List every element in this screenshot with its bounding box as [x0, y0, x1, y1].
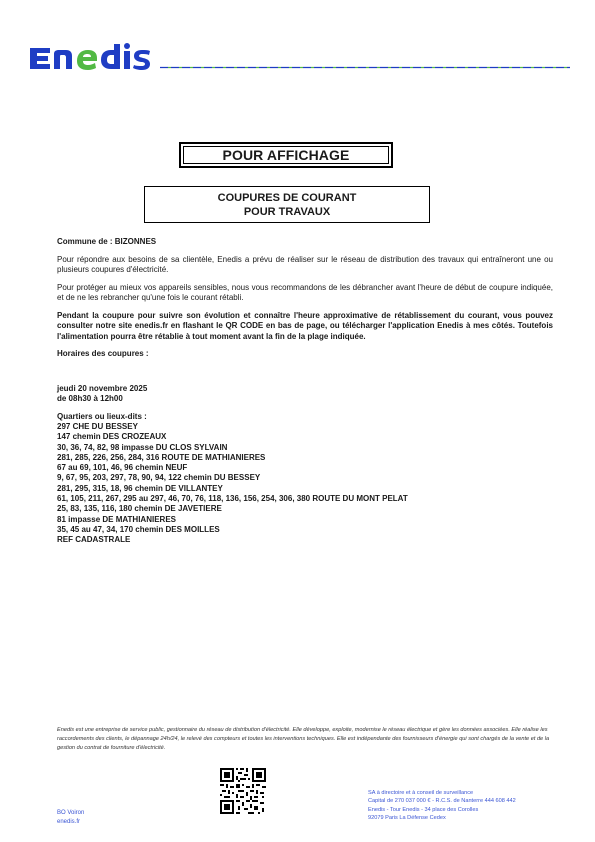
paragraph-3: Pendant la coupure pour suivre son évolution et connaître l'heure approximative de rétablissement du courant, vous pouvez consulter notre site enedis.fr en flashant le QR CODE en bas de page, ou télécharger l'application Enedis à mes côtés. Toutefois l'alimentation pourra être rétablie à tout moment avant la fin de la plage indiquée.	[57, 310, 553, 341]
horaires-label: Horaires des coupures :	[57, 349, 149, 358]
footer-right	[368, 789, 516, 822]
footer-capital: Capital de 270 037 000 € - R.C.S. de Nanterre 444 608 442	[368, 798, 516, 805]
coupure-hours: de 08h30 à 12h00	[57, 394, 123, 403]
list-item: 25, 83, 135, 116, 180 chemin DE JAVETIERE	[57, 504, 222, 514]
enedis-logo	[28, 40, 156, 74]
subtitle-line-1: COUPURES DE COURANT	[217, 191, 357, 204]
list-item: 281, 285, 226, 256, 284, 316 ROUTE DE MATHIANIERES	[57, 452, 266, 462]
list-item: REF CADASTRALE	[57, 535, 131, 545]
title-box	[179, 142, 393, 168]
footer-left	[57, 809, 84, 827]
quartiers-label: Quartiers ou lieux-dits :	[57, 411, 147, 421]
qr-code[interactable]	[220, 768, 266, 814]
list-item: 35, 45 au 47, 34, 170 chemin DES MOILLES	[57, 524, 220, 534]
subtitle-line-2: POUR TRAVAUX	[243, 205, 331, 218]
list-item: 297 CHE DU BESSEY	[57, 422, 138, 431]
header-rule	[160, 66, 570, 69]
list-item: 81 impasse DE MATHIANIERES	[57, 514, 176, 524]
footer-website-link[interactable]: enedis.fr	[57, 819, 81, 825]
footer-address-1: Enedis - Tour Enedis - 34 place des Corolles	[368, 806, 479, 813]
paragraph-2: Pour protéger au mieux vos appareils sensibles, nous vous recommandons de les débrancher avant l'heure de début de coupure indiquée, et de ne les rebrancher qu'une fois le courant rétabli.	[57, 282, 553, 302]
notice-body	[57, 237, 553, 546]
list-item: 61, 105, 211, 267, 295 au 297, 46, 70, 76, 118, 136, 156, 254, 306, 380 ROUTE DU MONT PELAT	[57, 494, 408, 504]
list-item: 281, 295, 315, 18, 96 chemin DE VILLANTEY	[57, 483, 223, 493]
list-item: 9, 67, 95, 203, 297, 78, 90, 94, 122 chemin DU BESSEY	[57, 473, 261, 483]
paragraph-1: Pour répondre aux besoins de sa clientèle, Enedis a prévu de réaliser sur le réseau de distribution des travaux qui entraîneront une ou plusieurs coupures d'électricité.	[57, 254, 553, 274]
subtitle-box	[144, 186, 430, 223]
enedis-logo-mark	[28, 40, 156, 74]
list-item: 30, 36, 74, 82, 98 impasse DU CLOS SYLVAIN	[57, 442, 228, 452]
list-item: 67 au 69, 101, 46, 96 chemin NEUF	[57, 463, 188, 473]
footer-office: BO Voiron	[57, 810, 85, 816]
coupure-date: jeudi 20 novembre 2025	[57, 383, 148, 393]
quartiers-list	[57, 422, 553, 546]
commune: Commune de : BIZONNES	[57, 237, 157, 246]
list-item: 147 chemin DES CROZEAUX	[57, 432, 167, 442]
page-title: POUR AFFICHAGE	[222, 147, 350, 163]
footer-company-type: SA à directoire et à conseil de surveillance	[368, 790, 474, 796]
footer-address-2: 92079 Paris La Défense Cedex	[368, 814, 446, 821]
legal-notice: Enedis est une entreprise de service public, gestionnaire du réseau de distribution d'électricité. Elle développe, exploite, modernise le réseau électrique et gère les données associées. Elle réalise les raccordements des clients, le dépannage 24h/24, le relevé des compteurs et toutes les interventions techniques. Elle est indépendante des fournisseurs d'énergie qui sont chargés de la vente et de la gestion du contrat de fourniture d'électricité.	[57, 727, 550, 751]
